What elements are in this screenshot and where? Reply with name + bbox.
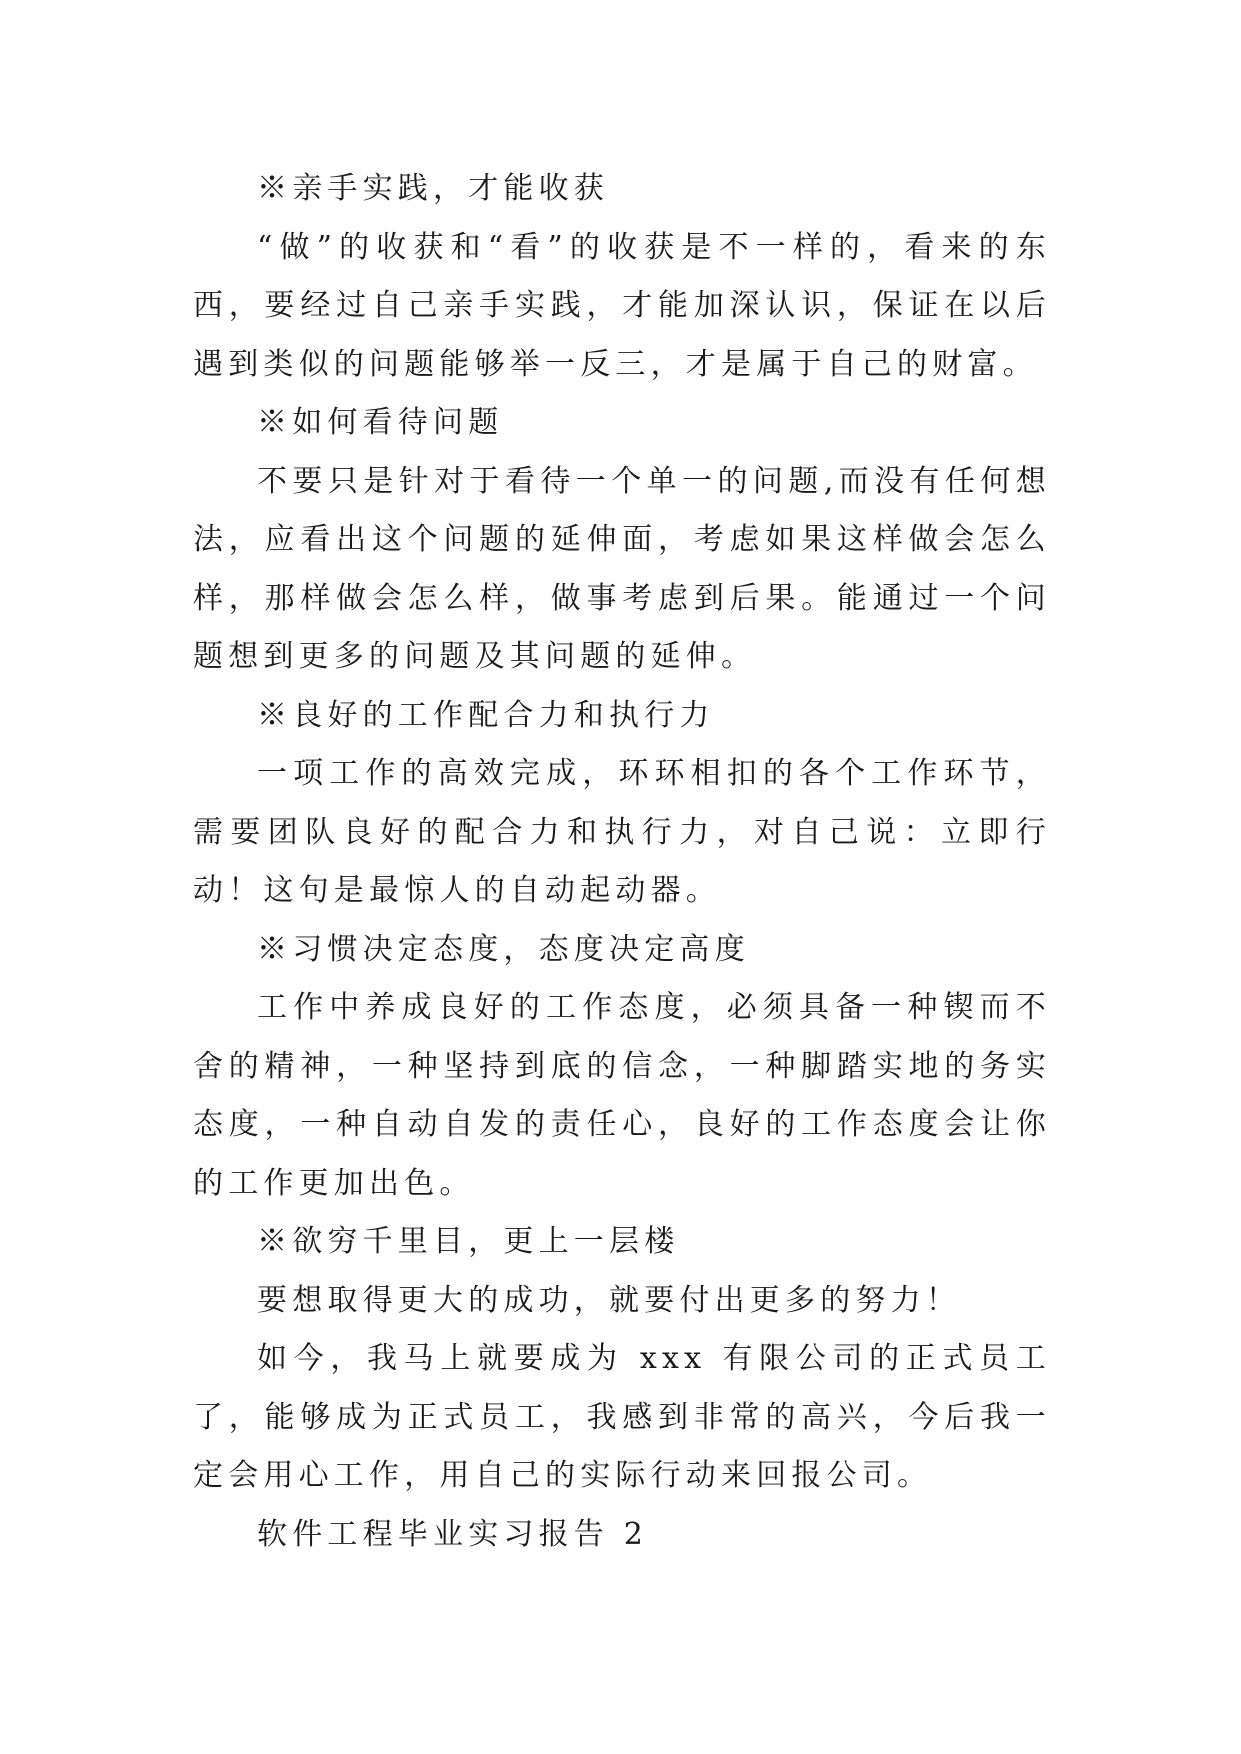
paragraph-conclusion: 如今，我马上就要成为 xxx 有限公司的正式员工了，能够成为正式员工，我感到非常的高兴，今后我一定会用心工作，用自己的实际行动来回报公司。 xyxy=(193,1341,1051,1493)
paragraph-teamwork: 一项工作的高效完成，环环相扣的各个工作环节，需要团队良好的配合力和执行力，对自己说：立即行动！这句是最惊人的自动起动器。 xyxy=(193,756,1051,908)
paragraph-problems: 不要只是针对于看待一个单一的问题,而没有任何想法，应看出这个问题的延伸面，考虑如果这样做会怎么样，那样做会怎么样，做事考虑到后果。能通过一个问题想到更多的问题及其问题的延伸。 xyxy=(193,463,1051,674)
paragraph-effort: 要想取得更大的成功，就要付出更多的努力！ xyxy=(257,1282,961,1318)
paragraph-attitude: 工作中养成良好的工作态度，必须具备一种锲而不舍的精神，一种坚持到底的信念，一种脚踏实地的务实态度，一种自动自发的责任心，良好的工作态度会让你的工作更加出色。 xyxy=(193,990,1051,1201)
section-heading-improvement: ※欲穷千里目，更上一层楼 xyxy=(257,1224,680,1259)
section-heading-practice: ※亲手实践，才能收获 xyxy=(257,171,609,206)
paragraph-practice: “做”的收获和“看”的收获是不一样的，看来的东西，要经过自己亲手实践，才能加深认识，保证在以后遇到类似的问题能够举一反三，才是属于自己的财富。 xyxy=(193,229,1051,382)
next-report-title: 软件工程毕业实习报告 2 xyxy=(257,1516,649,1552)
section-heading-teamwork: ※良好的工作配合力和执行力 xyxy=(257,697,715,733)
document-body xyxy=(193,160,1051,1564)
section-heading-problems: ※如何看待问题 xyxy=(257,405,504,440)
section-heading-attitude: ※习惯决定态度，态度决定高度 xyxy=(257,931,750,967)
